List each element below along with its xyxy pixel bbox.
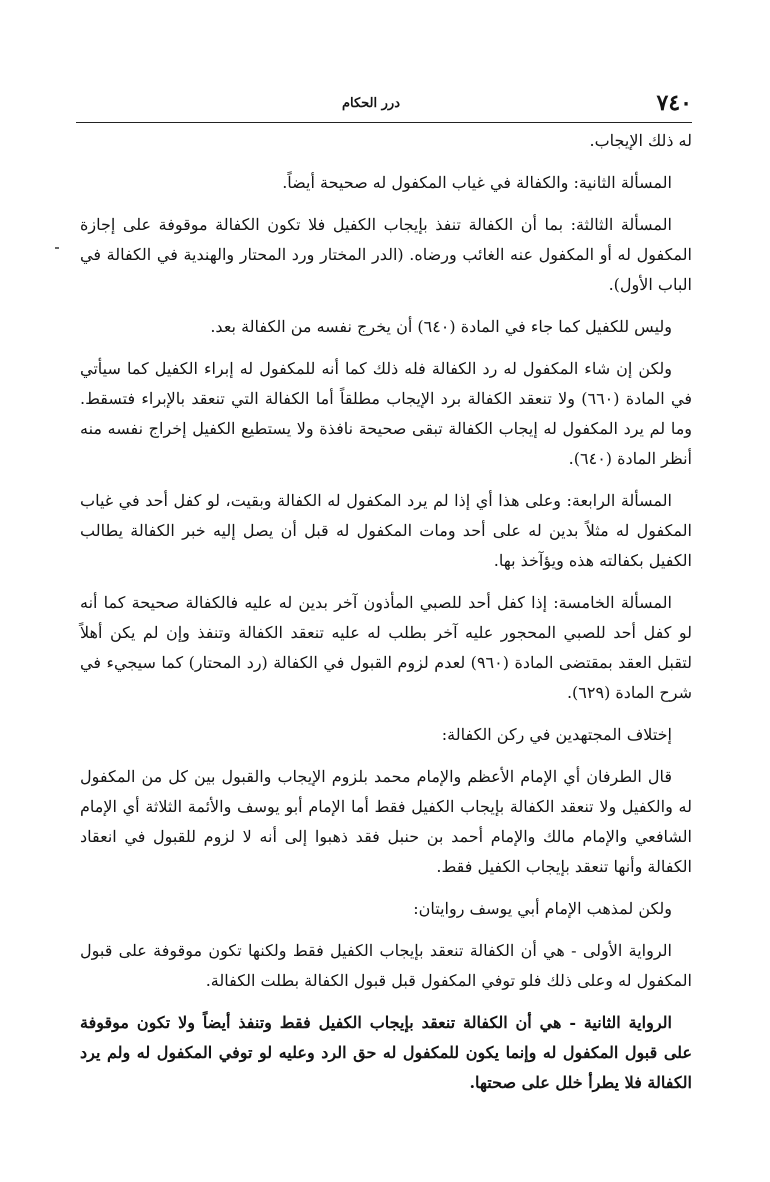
- paragraph-continuation: له ذلك الإيجاب.: [589, 131, 692, 150]
- paragraph-issue-2: المسألة الثانية: والكفالة في غياب المكفول له صحيحة أيضاً.: [282, 173, 672, 192]
- body-text: [80, 126, 692, 1110]
- page-number: ٧٤٠: [656, 90, 692, 116]
- header-rule: [76, 122, 692, 123]
- page-header: [78, 90, 692, 120]
- paragraph-issue-5: المسألة الخامسة: إذا كفل أحد للصبي المأذون آخر بدين له عليه فالكفالة صحيحة كما أنه لو كفل أحد للصبي المحجور عليه آخر بطلب له عليه تنعقد الكفالة وتنفذ وإن لم يكن أهلاً لتقبل العقد بمقتضى المادة (٩٦٠) لعدم لزوم القبول في الكفالة (رد المحتار) كما سيجيء في شرح المادة (٦٢٩).: [80, 593, 693, 702]
- paragraph-rejection: ولكن إن شاء المكفول له رد الكفالة فله ذلك كما أنه للمكفول له إبراء الكفيل كما سيأتي في المادة (٦٦٠) ولا تنعقد الكفالة برد الإيجاب مطلقاً أما الكفالة التي تنعقد بالإبراء فتسقط. وما لم يرد المكفول له إيجاب الكفالة تبقى صحيحة نافذة ولا يستطيع الكفيل إخراج نفسه منه أنظر المادة (٦٤٠).: [80, 359, 692, 468]
- paragraph-scholars-opinion: قال الطرفان أي الإمام الأعظم والإمام محمد بلزوم الإيجاب والقبول بين كل من المكفول له والكفيل ولا تنعقد الكفالة بإيجاب الكفيل فقط أما الإمام أبو يوسف والأئمة الثلاثة أي الإمام الشافعي والإمام مالك والإمام أحمد بن حنبل فقد ذهبوا إلى أنه لا لزوم للقبول في انعقاد الكفالة وأنها تنعقد بإيجاب الكفيل فقط.: [80, 767, 693, 876]
- margin-speck: [55, 247, 59, 249]
- section-heading: إختلاف المجتهدين في ركن الكفالة:: [441, 725, 672, 744]
- paragraph-two-narrations: ولكن لمذهب الإمام أبي يوسف روايتان:: [413, 899, 672, 918]
- paragraph-article-640: وليس للكفيل كما جاء في المادة (٦٤٠) أن يخرج نفسه من الكفالة بعد.: [210, 317, 672, 336]
- paragraph-second-narration: الرواية الثانية - هي أن الكفالة تنعقد بإيجاب الكفيل فقط وتنفذ أيضاً ولا تكون موقوفة على قبول المكفول له وإنما يكون للمكفول له حق الرد وعليه لو توفي المكفول له ولم يرد الكفالة فلا يطرأ خلل على صحتها.: [80, 1013, 692, 1092]
- paragraph-issue-4: المسألة الرابعة: وعلى هذا أي إذا لم يرد المكفول له الكفالة وبقيت، لو كفل أحد في غياب المكفول له مثلاً بدين له على أحد ومات المكفول له قبل أن يصل إليه خبر الكفالة يطالب الكفيل بكفالته هذه ويؤآخذ بها.: [80, 491, 692, 570]
- paragraph-issue-3: المسألة الثالثة: بما أن الكفالة تنفذ بإيجاب الكفيل فلا تكون الكفالة موقوفة على إجازة المكفول له أو المكفول عنه الغائب ورضاه. (الدر المختار ورد المحتار والهندية في الكفالة في الباب الأول).: [80, 215, 692, 294]
- paragraph-first-narration: الرواية الأولى - هي أن الكفالة تنعقد بإيجاب الكفيل فقط ولكنها تكون موقوفة على قبول المكفول له وعلى ذلك فلو توفي المكفول قبل قبول الكفالة بطلت الكفالة.: [80, 941, 692, 990]
- running-title: درر الحكام: [341, 96, 400, 111]
